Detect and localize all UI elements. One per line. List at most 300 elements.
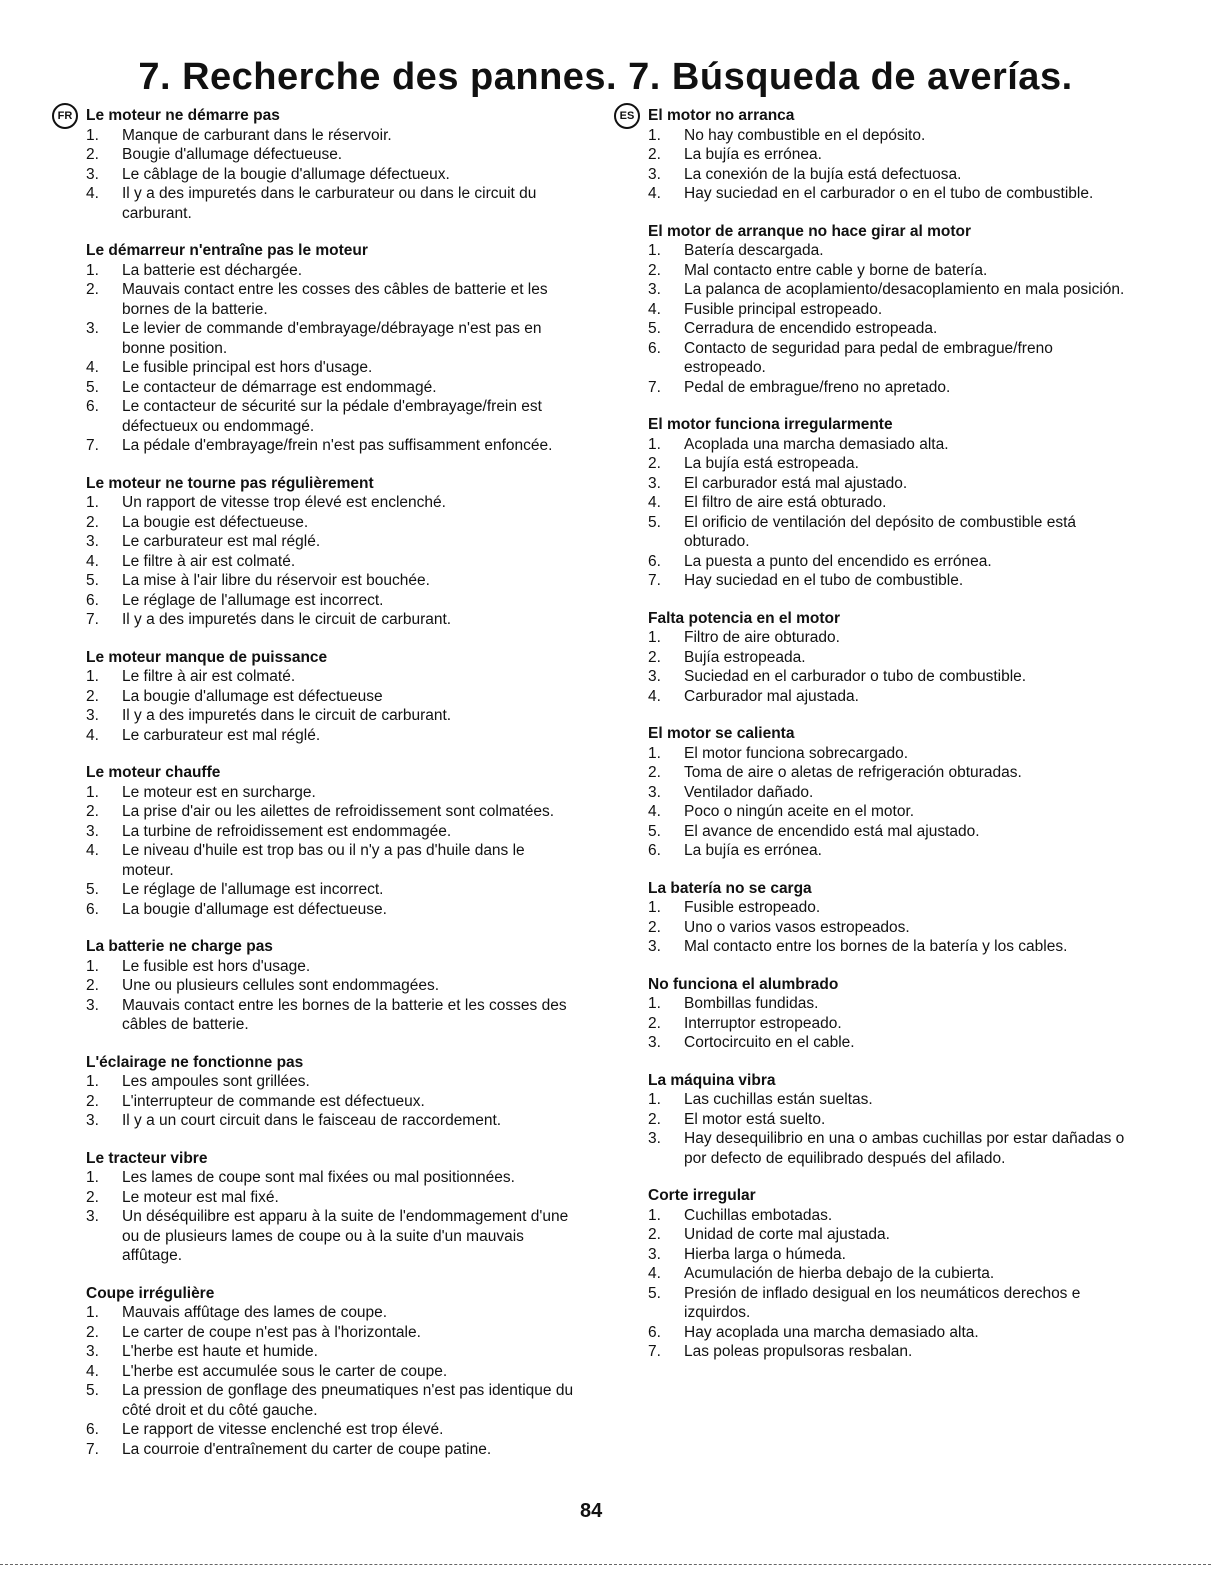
cause-list xyxy=(86,1168,576,1266)
list-item xyxy=(648,648,1126,668)
item-text: Le réglage de l'allumage est incorrect. xyxy=(122,881,384,898)
list-item xyxy=(86,513,576,533)
item-text: La batterie est déchargée. xyxy=(122,261,303,279)
item-text: Le carburateur est mal réglé. xyxy=(122,726,321,744)
list-item xyxy=(86,1342,576,1362)
list-item xyxy=(86,1381,576,1420)
list-item xyxy=(648,937,1126,957)
item-number: 1. xyxy=(86,668,99,685)
item-text: Le contacteur de sécurité sur la pédale d'embrayage/frein est défectueux ou endommagé. xyxy=(122,398,542,435)
item-text: Mauvais contact entre les cosses des câbles de batterie et les bornes de la batterie. xyxy=(122,281,548,318)
list-item xyxy=(648,145,1126,165)
list-item xyxy=(648,184,1126,204)
list-item xyxy=(648,918,1126,938)
item-text: Carburador mal ajustada. xyxy=(684,687,859,705)
list-item xyxy=(86,976,576,996)
item-number: 1. xyxy=(86,494,99,511)
cause-list xyxy=(86,1072,576,1131)
item-number: 6. xyxy=(86,900,99,918)
list-item xyxy=(86,397,576,436)
item-text: Les ampoules sont grillées. xyxy=(122,1073,310,1090)
item-text: La bougie d'allumage est défectueuse. xyxy=(122,900,387,918)
item-text: La bujía está estropeada. xyxy=(684,455,859,472)
item-number: 7. xyxy=(86,611,99,628)
item-number: 1. xyxy=(86,783,99,801)
section-heading: L'éclairage ne fonctionne pas xyxy=(86,1053,304,1071)
item-text: Presión de inflado desigual en los neumáticos derechos e izquirdos. xyxy=(684,1284,1081,1321)
list-item xyxy=(86,1303,576,1323)
item-text: La bujía es errónea. xyxy=(684,842,822,859)
item-text: L'herbe est accumulée sous le carter de coupe. xyxy=(122,1362,448,1380)
troubleshooting-section xyxy=(648,106,1126,204)
item-text: La pédale d'embrayage/frein n'est pas suffisamment enfoncée. xyxy=(122,437,553,454)
item-text: Hay acoplada una marcha demasiado alta. xyxy=(684,1323,979,1341)
item-text: Un déséquilibre est apparu à la suite de l'endommagement d'une ou de plusieurs lames de coupe ou à la suite d'un mauvais affûtage. xyxy=(122,1208,569,1264)
list-item xyxy=(648,994,1126,1014)
cause-list xyxy=(86,783,576,920)
item-number: 1. xyxy=(86,261,99,279)
list-item xyxy=(648,454,1126,474)
item-number: 1. xyxy=(648,629,661,646)
list-item xyxy=(86,145,576,165)
item-number: 1. xyxy=(86,1073,99,1090)
item-number: 2. xyxy=(86,281,99,298)
list-item xyxy=(648,1284,1126,1323)
item-number: 3. xyxy=(648,1245,661,1263)
item-text: Mauvais contact entre les bornes de la batterie et les cosses des câbles de batterie. xyxy=(122,996,567,1033)
spanish-column xyxy=(648,106,1126,1380)
item-number: 1. xyxy=(86,1169,99,1186)
item-text: La bujía es errónea. xyxy=(684,146,822,163)
item-text: Cerradura de encendido estropeada. xyxy=(684,320,938,337)
item-text: Le fusible principal est hors d'usage. xyxy=(122,359,373,376)
item-text: Le filtre à air est colmaté. xyxy=(122,668,296,685)
item-text: Bujía estropeada. xyxy=(684,648,806,666)
item-number: 3. xyxy=(648,938,661,955)
french-language-badge: FR xyxy=(52,103,78,129)
list-item xyxy=(86,900,576,920)
item-number: 2. xyxy=(648,261,661,279)
cause-list xyxy=(86,126,576,224)
list-item xyxy=(648,1129,1126,1168)
section-heading: La batterie ne charge pas xyxy=(86,938,273,955)
troubleshooting-section xyxy=(648,724,1126,861)
item-number: 2. xyxy=(648,918,661,936)
troubleshooting-section xyxy=(86,1149,576,1266)
item-text: La courroie d'entraînement du carter de coupe patine. xyxy=(122,1440,492,1458)
item-number: 3. xyxy=(86,165,99,183)
item-number: 4. xyxy=(86,726,99,744)
item-number: 7. xyxy=(86,437,99,454)
item-number: 7. xyxy=(648,1343,661,1360)
item-number: 1. xyxy=(648,995,661,1012)
section-heading: El motor funciona irregularmente xyxy=(648,416,893,433)
item-number: 7. xyxy=(648,378,661,396)
section-heading: Falta potencia en el motor xyxy=(648,609,841,627)
cause-list xyxy=(648,435,1126,591)
list-item xyxy=(86,319,576,358)
list-item xyxy=(648,1206,1126,1226)
item-text: Hay suciedad en el carburador o en el tubo de combustible. xyxy=(684,185,1094,202)
list-item xyxy=(648,513,1126,552)
item-text: El orificio de ventilación del depósito de combustible está obturado. xyxy=(684,513,1077,550)
list-item xyxy=(648,1323,1126,1343)
item-number: 2. xyxy=(648,1226,661,1243)
item-number: 3. xyxy=(86,1343,99,1360)
item-number: 5. xyxy=(648,513,661,531)
section-heading: Corte irregular xyxy=(648,1187,756,1204)
list-item xyxy=(648,435,1126,455)
item-number: 5. xyxy=(648,822,661,840)
item-number: 5. xyxy=(648,320,661,337)
item-text: La turbine de refroidissement est endommagée. xyxy=(122,822,452,840)
cause-list xyxy=(648,241,1126,397)
cause-list xyxy=(648,744,1126,861)
item-number: 4. xyxy=(648,803,661,820)
item-number: 4. xyxy=(86,1362,99,1380)
item-text: Ventilador dañado. xyxy=(684,783,814,801)
cause-list xyxy=(86,493,576,630)
list-item xyxy=(86,261,576,281)
list-item xyxy=(648,300,1126,320)
item-number: 5. xyxy=(86,378,99,396)
footer-divider xyxy=(0,1564,1211,1565)
item-text: Le moteur est en surcharge. xyxy=(122,783,316,801)
list-item xyxy=(86,687,576,707)
list-item xyxy=(648,552,1126,572)
item-number: 3. xyxy=(648,668,661,685)
item-text: La bougie d'allumage est défectueuse xyxy=(122,687,383,705)
item-number: 1. xyxy=(648,435,661,453)
item-number: 2. xyxy=(86,146,99,163)
list-item xyxy=(86,802,576,822)
item-number: 3. xyxy=(648,1130,661,1147)
item-number: 2. xyxy=(86,687,99,705)
troubleshooting-section xyxy=(86,1284,576,1460)
item-number: 1. xyxy=(86,957,99,975)
list-item xyxy=(86,996,576,1035)
list-item xyxy=(648,165,1126,185)
item-number: 3. xyxy=(86,1112,99,1129)
cause-list xyxy=(86,261,576,456)
list-item xyxy=(86,783,576,803)
item-number: 5. xyxy=(648,1284,661,1302)
cause-list xyxy=(648,628,1126,706)
item-number: 7. xyxy=(86,1440,99,1458)
item-text: El motor funciona sobrecargado. xyxy=(684,744,909,762)
list-item xyxy=(648,378,1126,398)
list-item xyxy=(648,319,1126,339)
item-text: El filtro de aire está obturado. xyxy=(684,494,887,511)
item-text: Toma de aire o aletas de refrigeración obturadas. xyxy=(684,764,1022,781)
list-item xyxy=(648,744,1126,764)
list-item xyxy=(648,822,1126,842)
troubleshooting-section xyxy=(648,879,1126,957)
item-text: Il y a un court circuit dans le faisceau de raccordement. xyxy=(122,1112,502,1129)
item-number: 1. xyxy=(648,1091,661,1108)
item-text: Hay suciedad en el tubo de combustible. xyxy=(684,572,964,589)
list-item xyxy=(86,165,576,185)
item-number: 3. xyxy=(86,533,99,550)
troubleshooting-section xyxy=(86,106,576,223)
item-number: 1. xyxy=(648,126,661,144)
item-text: Pedal de embrague/freno no apretado. xyxy=(684,378,951,396)
troubleshooting-section xyxy=(648,1186,1126,1362)
item-text: Filtro de aire obturado. xyxy=(684,629,840,646)
item-text: Le moteur est mal fixé. xyxy=(122,1188,279,1206)
item-text: Hay desequilibrio en una o ambas cuchillas por estar dañadas o por defecto de equilibrado después del afilado. xyxy=(684,1130,1125,1167)
list-item xyxy=(86,1168,576,1188)
item-text: La puesta a punto del encendido es errónea. xyxy=(684,552,992,570)
list-item xyxy=(86,1362,576,1382)
item-text: Las cuchillas están sueltas. xyxy=(684,1091,873,1108)
item-text: El carburador está mal ajustado. xyxy=(684,474,908,492)
item-number: 2. xyxy=(86,513,99,531)
item-text: Le carburateur est mal réglé. xyxy=(122,533,321,550)
list-item xyxy=(648,802,1126,822)
item-text: No hay combustible en el depósito. xyxy=(684,126,926,144)
item-text: Le fusible est hors d'usage. xyxy=(122,957,311,975)
french-column xyxy=(86,106,576,1477)
section-heading: El motor no arranca xyxy=(648,107,795,124)
item-number: 6. xyxy=(86,1421,99,1438)
list-item xyxy=(86,706,576,726)
troubleshooting-section xyxy=(648,415,1126,591)
cause-list xyxy=(648,994,1126,1053)
item-number: 4. xyxy=(86,552,99,570)
item-number: 2. xyxy=(648,764,661,781)
item-text: Interruptor estropeado. xyxy=(684,1014,842,1032)
cause-list xyxy=(86,667,576,745)
item-number: 2. xyxy=(86,977,99,994)
list-item xyxy=(648,571,1126,591)
item-text: Cuchillas embotadas. xyxy=(684,1206,833,1224)
item-text: Une ou plusieurs cellules sont endommagées. xyxy=(122,977,440,994)
cause-list xyxy=(648,126,1126,204)
cause-list xyxy=(648,1206,1126,1362)
cause-list xyxy=(648,898,1126,957)
list-item xyxy=(648,1225,1126,1245)
list-item xyxy=(648,339,1126,378)
item-number: 3. xyxy=(648,1034,661,1051)
spanish-language-badge: ES xyxy=(614,103,640,129)
item-number: 4. xyxy=(648,185,661,202)
list-item xyxy=(648,280,1126,300)
item-text: Les lames de coupe sont mal fixées ou mal positionnées. xyxy=(122,1169,515,1186)
list-item xyxy=(648,261,1126,281)
item-number: 2. xyxy=(648,1014,661,1032)
list-item xyxy=(86,571,576,591)
list-item xyxy=(86,822,576,842)
cause-list xyxy=(86,1303,576,1459)
item-number: 2. xyxy=(86,1323,99,1341)
item-text: Uno o varios vasos estropeados. xyxy=(684,918,910,936)
list-item xyxy=(648,898,1126,918)
list-item xyxy=(648,667,1126,687)
list-item xyxy=(86,1111,576,1131)
item-number: 4. xyxy=(648,1265,661,1282)
list-item xyxy=(86,1440,576,1460)
item-text: Mal contacto entre los bornes de la batería y los cables. xyxy=(684,938,1068,955)
section-heading: Le démarreur n'entraîne pas le moteur xyxy=(86,242,368,259)
item-number: 2. xyxy=(86,1188,99,1206)
list-item xyxy=(648,241,1126,261)
item-text: Bombillas fundidas. xyxy=(684,995,819,1012)
section-heading: Le moteur ne tourne pas régulièrement xyxy=(86,474,374,492)
list-item xyxy=(86,552,576,572)
item-number: 1. xyxy=(648,242,661,259)
list-item xyxy=(648,1110,1126,1130)
item-number: 6. xyxy=(648,842,661,859)
item-text: El motor está suelto. xyxy=(684,1110,826,1128)
list-item xyxy=(648,1090,1126,1110)
item-number: 3. xyxy=(648,474,661,492)
item-number: 2. xyxy=(648,648,661,666)
list-item xyxy=(86,1072,576,1092)
list-item xyxy=(86,667,576,687)
troubleshooting-section xyxy=(86,474,576,630)
cause-list xyxy=(648,1090,1126,1168)
item-number: 3. xyxy=(86,822,99,840)
item-text: Le contacteur de démarrage est endommagé. xyxy=(122,378,437,396)
list-item xyxy=(648,126,1126,146)
troubleshooting-section xyxy=(648,975,1126,1053)
list-item xyxy=(86,591,576,611)
list-item xyxy=(86,1323,576,1343)
list-item xyxy=(648,763,1126,783)
page-number: 84 xyxy=(580,1500,603,1522)
item-text: Le carter de coupe n'est pas à l'horizontale. xyxy=(122,1323,421,1341)
item-number: 4. xyxy=(86,842,99,859)
item-number: 3. xyxy=(86,1208,99,1225)
section-heading: No funciona el alumbrado xyxy=(648,975,839,993)
list-item xyxy=(86,358,576,378)
item-text: Un rapport de vitesse trop élevé est enclenché. xyxy=(122,494,446,511)
item-number: 1. xyxy=(86,126,99,144)
item-text: La mise à l'air libre du réservoir est bouchée. xyxy=(122,572,430,589)
item-text: Poco o ningún aceite en el motor. xyxy=(684,803,915,820)
item-text: Le réglage de l'allumage est incorrect. xyxy=(122,591,384,609)
troubleshooting-section xyxy=(86,648,576,746)
item-number: 3. xyxy=(86,996,99,1014)
troubleshooting-section xyxy=(86,763,576,919)
item-number: 6. xyxy=(648,339,661,357)
list-item xyxy=(648,1033,1126,1053)
item-text: Acumulación de hierba debajo de la cubierta. xyxy=(684,1265,995,1282)
section-heading: Le tracteur vibre xyxy=(86,1149,208,1167)
list-item xyxy=(86,726,576,746)
item-number: 4. xyxy=(86,359,99,376)
item-number: 3. xyxy=(648,165,661,183)
item-number: 6. xyxy=(86,591,99,609)
item-text: La pression de gonflage des pneumatiques n'est pas identique du côté droit et du côté gauche. xyxy=(122,1382,574,1419)
item-number: 2. xyxy=(648,455,661,472)
list-item xyxy=(86,280,576,319)
item-text: Le filtre à air est colmaté. xyxy=(122,552,296,570)
item-number: 4. xyxy=(648,687,661,705)
troubleshooting-section xyxy=(86,1053,576,1131)
page-title: 7. Recherche des pannes. 7. Búsqueda de averías. xyxy=(138,56,1073,98)
section-heading: El motor de arranque no hace girar al motor xyxy=(648,222,971,240)
item-text: El avance de encendido está mal ajustado. xyxy=(684,822,980,840)
item-number: 1. xyxy=(648,899,661,916)
list-item xyxy=(648,1245,1126,1265)
item-text: Bougie d'allumage défectueuse. xyxy=(122,146,343,163)
item-text: Le rapport de vitesse enclenché est trop élevé. xyxy=(122,1421,444,1438)
item-text: Fusible principal estropeado. xyxy=(684,300,883,318)
troubleshooting-section xyxy=(648,1071,1126,1169)
item-text: La bougie est défectueuse. xyxy=(122,513,309,531)
section-heading: Le moteur chauffe xyxy=(86,764,221,781)
item-text: Le câblage de la bougie d'allumage défectueux. xyxy=(122,165,450,183)
list-item xyxy=(648,783,1126,803)
item-text: L'interrupteur de commande est défectueux. xyxy=(122,1092,425,1110)
item-text: Acoplada una marcha demasiado alta. xyxy=(684,435,949,453)
item-number: 3. xyxy=(86,320,99,337)
troubleshooting-section xyxy=(648,222,1126,398)
list-item xyxy=(648,841,1126,861)
troubleshooting-section xyxy=(86,241,576,456)
item-text: Le levier de commande d'embrayage/débrayage n'est pas en bonne position. xyxy=(122,320,542,357)
item-text: Il y a des impuretés dans le circuit de carburant. xyxy=(122,707,452,724)
item-text: Unidad de corte mal ajustada. xyxy=(684,1226,890,1243)
item-text: Hierba larga o húmeda. xyxy=(684,1245,846,1263)
list-item xyxy=(648,628,1126,648)
list-item xyxy=(86,957,576,977)
list-item xyxy=(86,1092,576,1112)
item-number: 1. xyxy=(648,744,661,762)
list-item xyxy=(86,1188,576,1208)
section-heading: Coupe irrégulière xyxy=(86,1284,215,1302)
item-text: Mauvais affûtage des lames de coupe. xyxy=(122,1304,388,1321)
list-item xyxy=(648,1014,1126,1034)
list-item xyxy=(86,126,576,146)
troubleshooting-section xyxy=(648,609,1126,707)
item-number: 6. xyxy=(648,552,661,570)
section-heading: La batería no se carga xyxy=(648,879,812,897)
list-item xyxy=(648,1264,1126,1284)
item-number: 1. xyxy=(648,1206,661,1224)
item-number: 3. xyxy=(648,281,661,298)
troubleshooting-section xyxy=(86,937,576,1035)
item-text: Manque de carburant dans le réservoir. xyxy=(122,126,392,144)
item-number: 5. xyxy=(86,572,99,589)
item-number: 2. xyxy=(86,803,99,820)
section-heading: Le moteur manque de puissance xyxy=(86,648,328,666)
item-number: 4. xyxy=(86,185,99,202)
section-heading: Le moteur ne démarre pas xyxy=(86,107,280,124)
item-text: Fusible estropeado. xyxy=(684,899,821,916)
item-number: 1. xyxy=(86,1304,99,1321)
item-number: 4. xyxy=(648,300,661,318)
list-item xyxy=(648,474,1126,494)
item-text: La palanca de acoplamiento/desacoplamiento en mala posición. xyxy=(684,281,1125,298)
item-text: L'herbe est haute et humide. xyxy=(122,1343,318,1360)
list-item xyxy=(86,184,576,223)
item-text: Le niveau d'huile est trop bas ou il n'y a pas d'huile dans le moteur. xyxy=(122,842,525,879)
item-text: La conexión de la bujía está defectuosa. xyxy=(684,165,962,183)
item-number: 6. xyxy=(648,1323,661,1341)
list-item xyxy=(86,532,576,552)
list-item xyxy=(86,841,576,880)
list-item xyxy=(86,1420,576,1440)
item-text: Contacto de seguridad para pedal de embrague/freno estropeado. xyxy=(684,339,1053,376)
item-text: Mal contacto entre cable y borne de batería. xyxy=(684,261,988,279)
list-item xyxy=(648,493,1126,513)
cause-list xyxy=(86,957,576,1035)
item-text: Cortocircuito en el cable. xyxy=(684,1034,855,1051)
section-heading: El motor se calienta xyxy=(648,725,795,742)
